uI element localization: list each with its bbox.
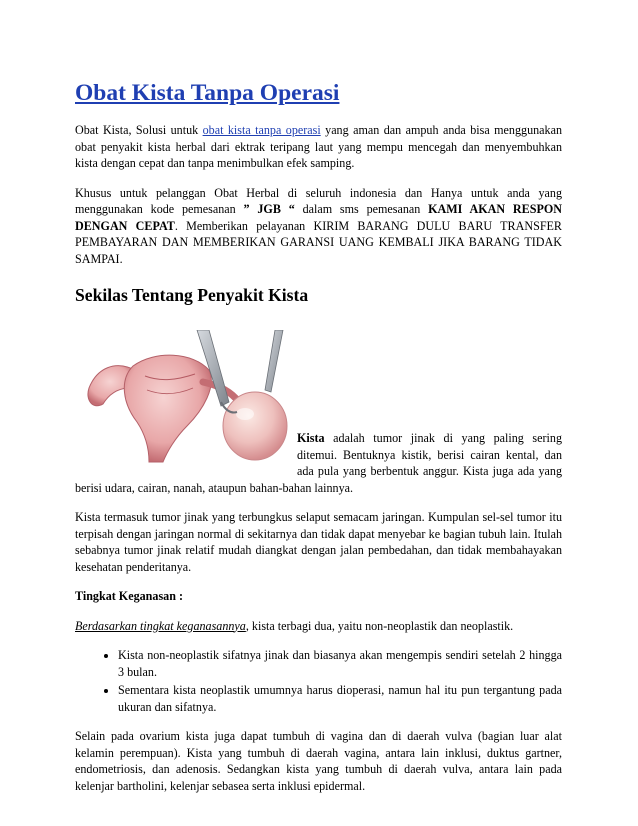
article-body (75, 78, 562, 794)
obat-kista-link[interactable]: obat kista tanpa operasi (202, 123, 321, 137)
malignancy-paragraph (75, 618, 562, 635)
list-item: • Sementara kista neoplastik umumnya harus dioperasi, namun hal itu pun tergantung pada ukuran dan sifatnya. (118, 682, 562, 715)
promo-text-1: Khusus untuk pelanggan Obat Herbal di seluruh indonesia dan Hanya untuk anda yang menggunakan kode pemesanan (75, 185, 562, 216)
promo-text-2: dalam sms pemesanan (294, 202, 429, 216)
ovary-cyst-illustration (75, 330, 293, 468)
intro-text-after: yang aman dan ampuh anda bisa menggunakan obat penyakit kista herbal dari ektrak teripang laut yang mempu mencegah dan menyembuhkan kista dengan cepat dan tanpa menimbulkan efek samping. (75, 123, 562, 170)
kista-term: Kista (297, 431, 325, 445)
page-title: Obat Kista Tanpa Operasi (75, 80, 340, 106)
list-item: • Kista non-neoplastik sifatnya jinak dan biasanya akan mengempis sendiri setelah 2 hingga 3 bulan. (118, 647, 562, 680)
intro-text-before: Obat Kista, Solusi untuk (75, 123, 203, 137)
promo-text-3: . Memberikan pelayanan KIRIM BARANG DULU BARU TRANSFER PEMBAYARAN DAN MEMBERIKAN GARANSI UANG KEMBALI JIKA BARANG TIDAK SAMPAI. (75, 218, 562, 266)
intro-paragraph (75, 122, 562, 172)
malignancy-italic: Berdasarkan tingkat keganasannya (75, 618, 246, 633)
malignancy-heading: Tingkat Keganasan : (75, 589, 183, 603)
promo-code: ” JGB “ (243, 202, 295, 216)
closing-paragraph: Selain pada ovarium kista juga dapat tumbuh di vagina dan di daerah vulva (bagian luar alat kelamin perempuan). Kista yang tumbuh di daerah vagina, antara lain inklusi, duktus gartner, endometriosis, dan adenosis. Sedangkan kista yang tumbuh di daerah vulva, antara lain pada kelenjar bartholini, kelenjar sebasea serta inklusi epidermal. (75, 729, 562, 793)
section-heading: Sekilas Tentang Penyakit Kista (75, 285, 309, 305)
malignancy-rest: , kista terbagi dua, yaitu non-neoplastik dan neoplastik. (245, 618, 514, 633)
promo-paragraph (75, 185, 562, 268)
ovary-cyst-icon (75, 330, 293, 468)
malignancy-list (75, 647, 562, 715)
benign-paragraph: Kista termasuk tumor jinak yang terbungkus selaput semacam jaringan. Kumpulan sel-sel tumor itu terpisah dengan jaringan normal di sekitarnya dan tidak dapat menyebar ke bagian tubuh lain. Itulah sebabnya tumor jinak relatif mudah diangkat dengan jalan pembedahan, dan tidak membahayakan kesehatan penderitanya. (75, 510, 562, 574)
promo-response: KAMI AKAN RESPON DENGAN CEPAT (75, 202, 562, 233)
kista-definition-text: adalah tumor jinak di yang paling sering ditemui. Bentuknya kistik, berisi cairan kental, dan ada pula yang berbentuk anggur. Kista juga ada yang berisi udara, cairan, nanah, ataupun bahan-bahan lainnya. (75, 431, 562, 495)
